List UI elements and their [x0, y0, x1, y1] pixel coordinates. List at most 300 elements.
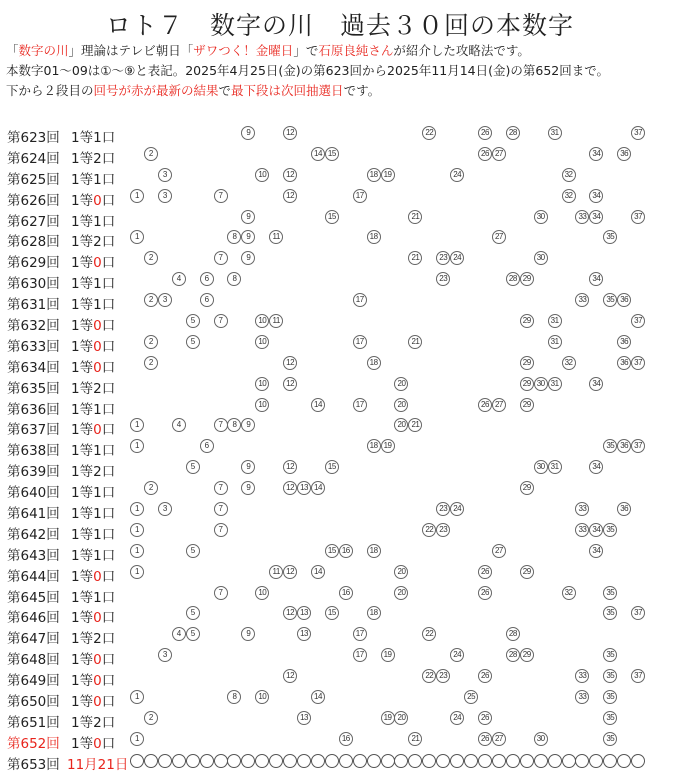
draw-row: [0, 500, 680, 521]
number-ball-3: 3: [158, 293, 172, 307]
number-ball-12: 12: [283, 189, 297, 203]
first-prize-winners: 1等0口: [71, 338, 116, 355]
draw-number: 第627回: [7, 213, 60, 230]
number-ball-16: 16: [339, 586, 353, 600]
number-ball-10: 10: [255, 377, 269, 391]
number-ball-31: 31: [548, 335, 562, 349]
highlight-text: 石原良純さん: [318, 43, 394, 58]
first-prize-winners: 1等1口: [71, 401, 116, 418]
empty-circle-icon: [227, 754, 241, 768]
number-ball-18: 18: [367, 544, 381, 558]
draw-row: [0, 730, 680, 751]
number-ball-5: 5: [186, 606, 200, 620]
number-ball-36: 36: [617, 335, 631, 349]
number-ball-34: 34: [589, 460, 603, 474]
number-ball-19: 19: [381, 168, 395, 182]
empty-circle-icon: [478, 754, 492, 768]
empty-circle-icon: [130, 754, 144, 768]
number-ball-35: 35: [603, 293, 617, 307]
number-ball-17: 17: [353, 335, 367, 349]
number-ball-36: 36: [617, 502, 631, 516]
number-ball-6: 6: [200, 272, 214, 286]
number-ball-36: 36: [617, 147, 631, 161]
number-ball-35: 35: [603, 711, 617, 725]
number-ball-35: 35: [603, 648, 617, 662]
number-ball-34: 34: [589, 210, 603, 224]
number-ball-20: 20: [394, 586, 408, 600]
number-ball-24: 24: [450, 251, 464, 265]
number-ball-14: 14: [311, 481, 325, 495]
number-ball-14: 14: [311, 690, 325, 704]
number-ball-11: 11: [269, 565, 283, 579]
number-ball-7: 7: [214, 523, 228, 537]
first-prize-winners: 1等0口: [71, 735, 116, 752]
number-ball-12: 12: [283, 126, 297, 140]
number-ball-16: 16: [339, 544, 353, 558]
number-ball-1: 1: [130, 439, 144, 453]
draw-number: 第640回: [7, 485, 60, 502]
number-ball-30: 30: [534, 732, 548, 746]
number-ball-13: 13: [297, 606, 311, 620]
number-ball-32: 32: [562, 189, 576, 203]
number-ball-28: 28: [506, 648, 520, 662]
number-ball-7: 7: [214, 586, 228, 600]
intro-line-1: [6, 41, 530, 60]
winner-count: 2: [93, 380, 102, 397]
first-prize-winners: 1等2口: [71, 380, 116, 397]
number-ball-27: 27: [492, 147, 506, 161]
number-ball-35: 35: [603, 606, 617, 620]
number-ball-21: 21: [408, 418, 422, 432]
number-ball-32: 32: [562, 586, 576, 600]
number-ball-7: 7: [214, 314, 228, 328]
number-ball-13: 13: [297, 711, 311, 725]
empty-circle-icon: [492, 754, 506, 768]
draw-row: [0, 458, 680, 479]
number-ball-32: 32: [562, 356, 576, 370]
number-ball-37: 37: [631, 210, 645, 224]
number-ball-12: 12: [283, 356, 297, 370]
number-ball-37: 37: [631, 439, 645, 453]
number-ball-12: 12: [283, 377, 297, 391]
number-ball-18: 18: [367, 356, 381, 370]
draw-number: 第641回: [7, 506, 60, 523]
number-ball-1: 1: [130, 732, 144, 746]
number-ball-5: 5: [186, 335, 200, 349]
next-draw-date: 11月21日: [67, 756, 129, 773]
number-ball-34: 34: [589, 147, 603, 161]
draw-number: 第645回: [7, 589, 60, 606]
draw-row: [0, 563, 680, 584]
number-ball-27: 27: [492, 398, 506, 412]
winner-count: 0: [93, 568, 102, 585]
first-prize-winners: 1等0口: [71, 673, 116, 690]
number-ball-11: 11: [269, 230, 283, 244]
number-ball-27: 27: [492, 544, 506, 558]
draw-number: 第626回: [7, 192, 60, 209]
number-ball-26: 26: [478, 398, 492, 412]
number-ball-20: 20: [394, 398, 408, 412]
empty-circle-icon: [408, 754, 422, 768]
number-ball-2: 2: [144, 147, 158, 161]
draw-number: 第636回: [7, 401, 60, 418]
first-prize-winners: 1等2口: [71, 464, 116, 481]
winner-count: 0: [93, 192, 102, 209]
number-ball-37: 37: [631, 126, 645, 140]
number-ball-5: 5: [186, 314, 200, 328]
empty-circle-icon: [436, 754, 450, 768]
number-ball-24: 24: [450, 648, 464, 662]
empty-circle-icon: [283, 754, 297, 768]
winner-count: 1: [93, 547, 102, 564]
empty-circle-icon: [506, 754, 520, 768]
empty-circle-icon: [631, 754, 645, 768]
number-ball-9: 9: [241, 481, 255, 495]
number-ball-36: 36: [617, 293, 631, 307]
draw-row: [0, 416, 680, 437]
number-ball-8: 8: [227, 230, 241, 244]
number-ball-34: 34: [589, 377, 603, 391]
intro-text: が紹介した攻略法です。: [393, 43, 530, 58]
draw-number: 第650回: [7, 694, 60, 711]
winner-count: 0: [93, 735, 102, 752]
number-ball-2: 2: [144, 293, 158, 307]
number-ball-9: 9: [241, 230, 255, 244]
number-ball-1: 1: [130, 502, 144, 516]
number-ball-19: 19: [381, 648, 395, 662]
number-ball-26: 26: [478, 147, 492, 161]
draw-number: 第644回: [7, 568, 60, 585]
number-ball-26: 26: [478, 669, 492, 683]
number-ball-24: 24: [450, 168, 464, 182]
draw-number: 第625回: [7, 171, 60, 188]
number-ball-2: 2: [144, 251, 158, 265]
winner-count: 1: [93, 401, 102, 418]
number-ball-10: 10: [255, 168, 269, 182]
number-ball-17: 17: [353, 627, 367, 641]
first-prize-winners: 1等1口: [71, 547, 116, 564]
number-ball-4: 4: [172, 418, 186, 432]
winner-count: 2: [93, 234, 102, 251]
number-ball-23: 23: [436, 502, 450, 516]
number-ball-31: 31: [548, 460, 562, 474]
number-ball-26: 26: [478, 732, 492, 746]
number-ball-21: 21: [408, 335, 422, 349]
draw-number: 第637回: [7, 422, 60, 439]
first-prize-winners: 1等2口: [71, 714, 116, 731]
winner-count: 1: [93, 276, 102, 293]
draw-number: 第623回: [7, 130, 60, 146]
number-ball-9: 9: [241, 418, 255, 432]
number-ball-8: 8: [227, 418, 241, 432]
draw-row: [0, 584, 680, 605]
first-prize-winners: 1等1口: [71, 485, 116, 502]
number-ball-13: 13: [297, 627, 311, 641]
first-prize-winners: 1等0口: [71, 422, 116, 439]
number-ball-1: 1: [130, 189, 144, 203]
number-ball-18: 18: [367, 230, 381, 244]
number-ball-22: 22: [422, 523, 436, 537]
highlight-text: 最下段は次回抽選日: [231, 83, 344, 98]
number-ball-18: 18: [367, 606, 381, 620]
winner-count: 0: [93, 338, 102, 355]
draw-row: [0, 688, 680, 709]
draw-number: 第642回: [7, 526, 60, 543]
number-ball-35: 35: [603, 732, 617, 746]
number-ball-10: 10: [255, 586, 269, 600]
intro-text: です。: [343, 83, 381, 98]
number-ball-29: 29: [520, 398, 534, 412]
intro-text: 」理論はテレビ朝日「: [68, 43, 194, 58]
winner-count: 2: [93, 150, 102, 167]
winner-count: 0: [93, 694, 102, 711]
number-ball-6: 6: [200, 439, 214, 453]
number-ball-29: 29: [520, 356, 534, 370]
first-prize-winners: 1等2口: [71, 234, 116, 251]
number-ball-9: 9: [241, 126, 255, 140]
number-ball-12: 12: [283, 565, 297, 579]
number-ball-35: 35: [603, 230, 617, 244]
empty-circle-icon: [200, 754, 214, 768]
winner-count: 1: [93, 526, 102, 543]
highlight-text: 数字の川: [18, 43, 69, 58]
number-ball-34: 34: [589, 523, 603, 537]
empty-circle-icon: [603, 754, 617, 768]
number-ball-9: 9: [241, 627, 255, 641]
next-draw-number: 第653回: [7, 756, 60, 773]
number-ball-30: 30: [534, 251, 548, 265]
highlight-text: 回号が赤が最新の結果: [93, 83, 219, 98]
number-ball-10: 10: [255, 398, 269, 412]
number-ball-20: 20: [394, 418, 408, 432]
draw-number: 第646回: [7, 610, 60, 627]
first-prize-winners: 1等1口: [71, 213, 116, 230]
number-ball-37: 37: [631, 356, 645, 370]
first-prize-winners: 1等2口: [71, 631, 116, 648]
first-prize-winners: 1等1口: [71, 526, 116, 543]
first-prize-winners: 1等0口: [71, 694, 116, 711]
winner-count: 1: [93, 485, 102, 502]
number-ball-35: 35: [603, 669, 617, 683]
number-ball-19: 19: [381, 711, 395, 725]
draw-number: 第651回: [7, 714, 60, 731]
number-ball-12: 12: [283, 460, 297, 474]
winner-count: 0: [93, 422, 102, 439]
first-prize-winners: 1等0口: [71, 610, 116, 627]
number-ball-27: 27: [492, 230, 506, 244]
empty-circle-icon: [144, 754, 158, 768]
number-ball-29: 29: [520, 314, 534, 328]
number-ball-2: 2: [144, 711, 158, 725]
number-ball-14: 14: [311, 398, 325, 412]
number-ball-21: 21: [408, 210, 422, 224]
draw-row: [0, 124, 680, 145]
number-ball-29: 29: [520, 648, 534, 662]
intro-text: 下から２段目の: [6, 83, 94, 98]
empty-circle-icon: [269, 754, 283, 768]
draw-row: [0, 208, 680, 229]
first-prize-winners: 1等0口: [71, 318, 116, 335]
draw-row: [0, 625, 680, 646]
draw-row: [0, 396, 680, 417]
number-ball-17: 17: [353, 293, 367, 307]
first-prize-winners: 1等1口: [71, 130, 116, 146]
number-ball-21: 21: [408, 732, 422, 746]
first-prize-winners: 1等1口: [71, 589, 116, 606]
number-ball-9: 9: [241, 210, 255, 224]
number-ball-26: 26: [478, 126, 492, 140]
number-ball-12: 12: [283, 168, 297, 182]
draw-row: [0, 646, 680, 667]
number-ball-11: 11: [269, 314, 283, 328]
number-ball-15: 15: [325, 460, 339, 474]
number-ball-34: 34: [589, 272, 603, 286]
number-ball-7: 7: [214, 502, 228, 516]
number-ball-1: 1: [130, 565, 144, 579]
draw-number: 第639回: [7, 464, 60, 481]
number-ball-19: 19: [381, 439, 395, 453]
number-ball-28: 28: [506, 126, 520, 140]
number-ball-7: 7: [214, 251, 228, 265]
number-ball-8: 8: [227, 272, 241, 286]
empty-circle-icon: [589, 754, 603, 768]
number-ball-32: 32: [562, 168, 576, 182]
number-ball-22: 22: [422, 669, 436, 683]
number-ball-33: 33: [575, 293, 589, 307]
first-prize-winners: 1等0口: [71, 568, 116, 585]
draw-number: 第633回: [7, 338, 60, 355]
number-ball-28: 28: [506, 272, 520, 286]
empty-circle-icon: [241, 754, 255, 768]
number-ball-30: 30: [534, 210, 548, 224]
number-ball-35: 35: [603, 586, 617, 600]
number-ball-31: 31: [548, 377, 562, 391]
number-ball-20: 20: [394, 711, 408, 725]
empty-circle-icon: [575, 754, 589, 768]
number-ball-37: 37: [631, 669, 645, 683]
number-ball-12: 12: [283, 669, 297, 683]
number-ball-18: 18: [367, 168, 381, 182]
number-ball-7: 7: [214, 418, 228, 432]
number-ball-20: 20: [394, 377, 408, 391]
empty-circle-icon: [255, 754, 269, 768]
number-ball-23: 23: [436, 669, 450, 683]
number-ball-7: 7: [214, 189, 228, 203]
number-ball-4: 4: [172, 627, 186, 641]
number-ball-26: 26: [478, 586, 492, 600]
number-ball-22: 22: [422, 627, 436, 641]
draw-row: [0, 312, 680, 333]
number-ball-17: 17: [353, 648, 367, 662]
highlight-text: ザワつく！金曜日: [193, 43, 294, 58]
number-ball-3: 3: [158, 502, 172, 516]
number-ball-29: 29: [520, 377, 534, 391]
winner-count: 2: [93, 631, 102, 648]
empty-circle-icon: [339, 754, 353, 768]
draw-row: [0, 375, 680, 396]
draw-row: [0, 270, 680, 291]
number-ball-33: 33: [575, 523, 589, 537]
number-ball-14: 14: [311, 565, 325, 579]
draw-row: [0, 166, 680, 187]
number-ball-5: 5: [186, 460, 200, 474]
number-ball-2: 2: [144, 356, 158, 370]
first-prize-winners: 1等1口: [71, 276, 116, 293]
number-ball-9: 9: [241, 251, 255, 265]
empty-circle-icon: [172, 754, 186, 768]
first-prize-winners: 1等0口: [71, 359, 116, 376]
number-ball-15: 15: [325, 606, 339, 620]
number-ball-35: 35: [603, 439, 617, 453]
number-ball-35: 35: [603, 690, 617, 704]
number-ball-1: 1: [130, 544, 144, 558]
first-prize-winners: 1等2口: [71, 150, 116, 167]
number-ball-24: 24: [450, 502, 464, 516]
number-ball-31: 31: [548, 126, 562, 140]
draw-row: [0, 437, 680, 458]
number-ball-33: 33: [575, 210, 589, 224]
draw-row: [0, 228, 680, 249]
draw-number: 第635回: [7, 380, 60, 397]
intro-text: で: [218, 83, 232, 98]
empty-circle-icon: [367, 754, 381, 768]
number-ball-13: 13: [297, 481, 311, 495]
draw-number: 第629回: [7, 255, 60, 272]
winner-count: 1: [93, 171, 102, 188]
empty-circle-icon: [617, 754, 631, 768]
number-ball-3: 3: [158, 189, 172, 203]
intro-text: 」で: [293, 43, 319, 58]
number-ball-33: 33: [575, 690, 589, 704]
draw-row: [0, 542, 680, 563]
number-ball-15: 15: [325, 210, 339, 224]
draw-row: [0, 291, 680, 312]
draw-number: 第628回: [7, 234, 60, 251]
number-ball-26: 26: [478, 711, 492, 725]
number-ball-26: 26: [478, 565, 492, 579]
number-ball-27: 27: [492, 732, 506, 746]
number-ball-15: 15: [325, 147, 339, 161]
number-ball-28: 28: [506, 627, 520, 641]
empty-circle-icon: [548, 754, 562, 768]
winner-count: 1: [93, 130, 102, 146]
draw-number: 第647回: [7, 631, 60, 648]
number-ball-5: 5: [186, 544, 200, 558]
number-ball-2: 2: [144, 335, 158, 349]
empty-circle-icon: [520, 754, 534, 768]
empty-circle-icon: [214, 754, 228, 768]
first-prize-winners: 1等1口: [71, 171, 116, 188]
number-ball-6: 6: [200, 293, 214, 307]
number-ball-2: 2: [144, 481, 158, 495]
number-ball-16: 16: [339, 732, 353, 746]
empty-circle-icon: [325, 754, 339, 768]
draw-number: 第634回: [7, 359, 60, 376]
first-prize-winners: 1等1口: [71, 443, 116, 460]
draw-row: [0, 333, 680, 354]
draw-number: 第638回: [7, 443, 60, 460]
empty-circle-icon: [297, 754, 311, 768]
winner-count: 0: [93, 318, 102, 335]
number-ball-34: 34: [589, 544, 603, 558]
number-ball-12: 12: [283, 606, 297, 620]
draw-row: [0, 667, 680, 688]
number-ball-34: 34: [589, 189, 603, 203]
number-ball-24: 24: [450, 711, 464, 725]
empty-circle-icon: [450, 754, 464, 768]
number-ball-17: 17: [353, 398, 367, 412]
draw-number: 第624回: [7, 150, 60, 167]
